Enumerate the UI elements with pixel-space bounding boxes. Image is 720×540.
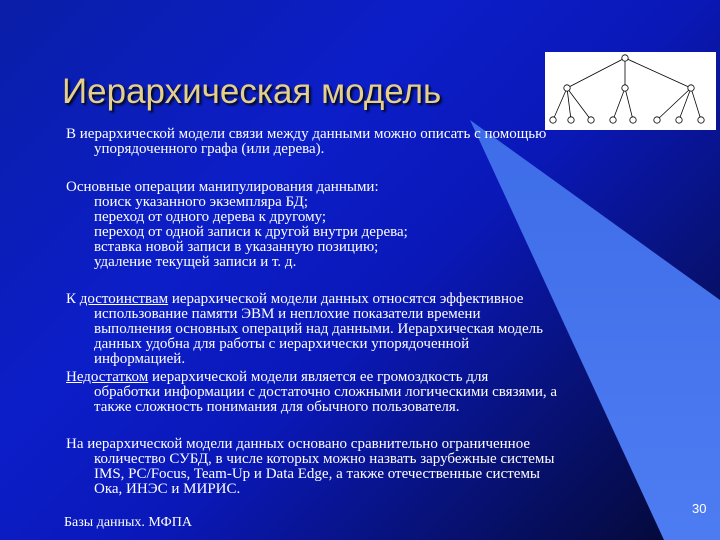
tree-node	[654, 117, 660, 123]
slide-title: Иерархическая модель	[62, 72, 442, 111]
tree-node	[588, 117, 594, 123]
paragraph-dbms	[66, 437, 666, 497]
dbms-line: IMS, PC/Focus, Team-Up и Data Edge, а также отечественные системы	[94, 466, 541, 482]
paragraph-intro-line2: упорядоченного графа (или дерева).	[94, 141, 325, 157]
tree-edge	[657, 88, 691, 120]
paragraph-advantages	[66, 292, 666, 367]
tree-edge	[567, 58, 625, 88]
operation-item: удаление текущей записи и т. д.	[94, 254, 297, 270]
tree-edge	[613, 88, 625, 120]
tree-node	[622, 55, 628, 61]
disadvantages-keyword: Недостатком	[66, 369, 149, 385]
operation-item: поиск указанного экземпляра БД;	[94, 194, 308, 210]
operation-item: переход от одной записи к другой внутри дерева;	[94, 224, 408, 240]
tree-diagram-illustration	[545, 52, 716, 130]
tree-node	[698, 117, 704, 123]
tree-edge	[691, 88, 701, 120]
page-number: 30	[692, 501, 707, 516]
operations-heading: Основные операции манипулирования данными:	[66, 179, 379, 195]
tree-node	[564, 85, 570, 91]
tree-node	[622, 85, 628, 91]
dbms-line1: На иерархической модели данных основано сравнительно ограниченное	[66, 436, 531, 452]
disadvantages-line1-rest: иерархической модели является ее громоздкость для	[148, 369, 489, 385]
advantages-line: данных удобна для работы с иерархически упорядоченной	[94, 336, 470, 352]
dbms-line: Ока, ИНЭС и МИРИС.	[94, 481, 241, 497]
tree-node	[688, 85, 694, 91]
advantages-line: выполнения основных операций над данными. Иерархическая модель	[94, 321, 543, 337]
tree-edge	[679, 88, 691, 120]
tree-edge	[553, 88, 567, 120]
paragraph-operations	[66, 180, 666, 270]
advantages-line: использование памяти ЭВМ и неплохие показатели времени	[94, 306, 481, 322]
tree-node	[676, 117, 682, 123]
tree-node	[568, 117, 574, 123]
tree-edge	[625, 58, 691, 88]
paragraph-intro	[66, 127, 666, 157]
advantages-prefix: К	[66, 291, 80, 307]
tree-edge	[625, 88, 633, 120]
advantages-keyword: достоинствам	[79, 291, 169, 307]
advantages-line1-rest: иерархической модели данных относятся эффективное	[168, 291, 524, 307]
operation-item: переход от одного дерева к другому;	[94, 209, 327, 225]
advantages-line: информацией.	[94, 351, 186, 367]
tree-diagram-svg	[545, 52, 716, 130]
dbms-line: количество СУБД, в числе которых можно назвать зарубежные системы	[94, 451, 555, 467]
operation-item: вставка новой записи в указанную позицию;	[94, 239, 379, 255]
paragraph-disadvantages	[66, 370, 666, 415]
disadvantages-line1	[66, 370, 666, 385]
paragraph-intro-line1: В иерархической модели связи между данными можно описать с помощью	[66, 126, 547, 142]
tree-node	[610, 117, 616, 123]
disadvantages-line: также сложность понимания для обычного пользователя.	[94, 399, 460, 415]
advantages-line1	[66, 292, 666, 307]
slide-footer: Базы данных. МФПА	[64, 515, 192, 530]
tree-node	[630, 117, 636, 123]
tree-node	[550, 117, 556, 123]
disadvantages-line: обработки информации с достаточно сложными логическими связями, а	[94, 384, 558, 400]
